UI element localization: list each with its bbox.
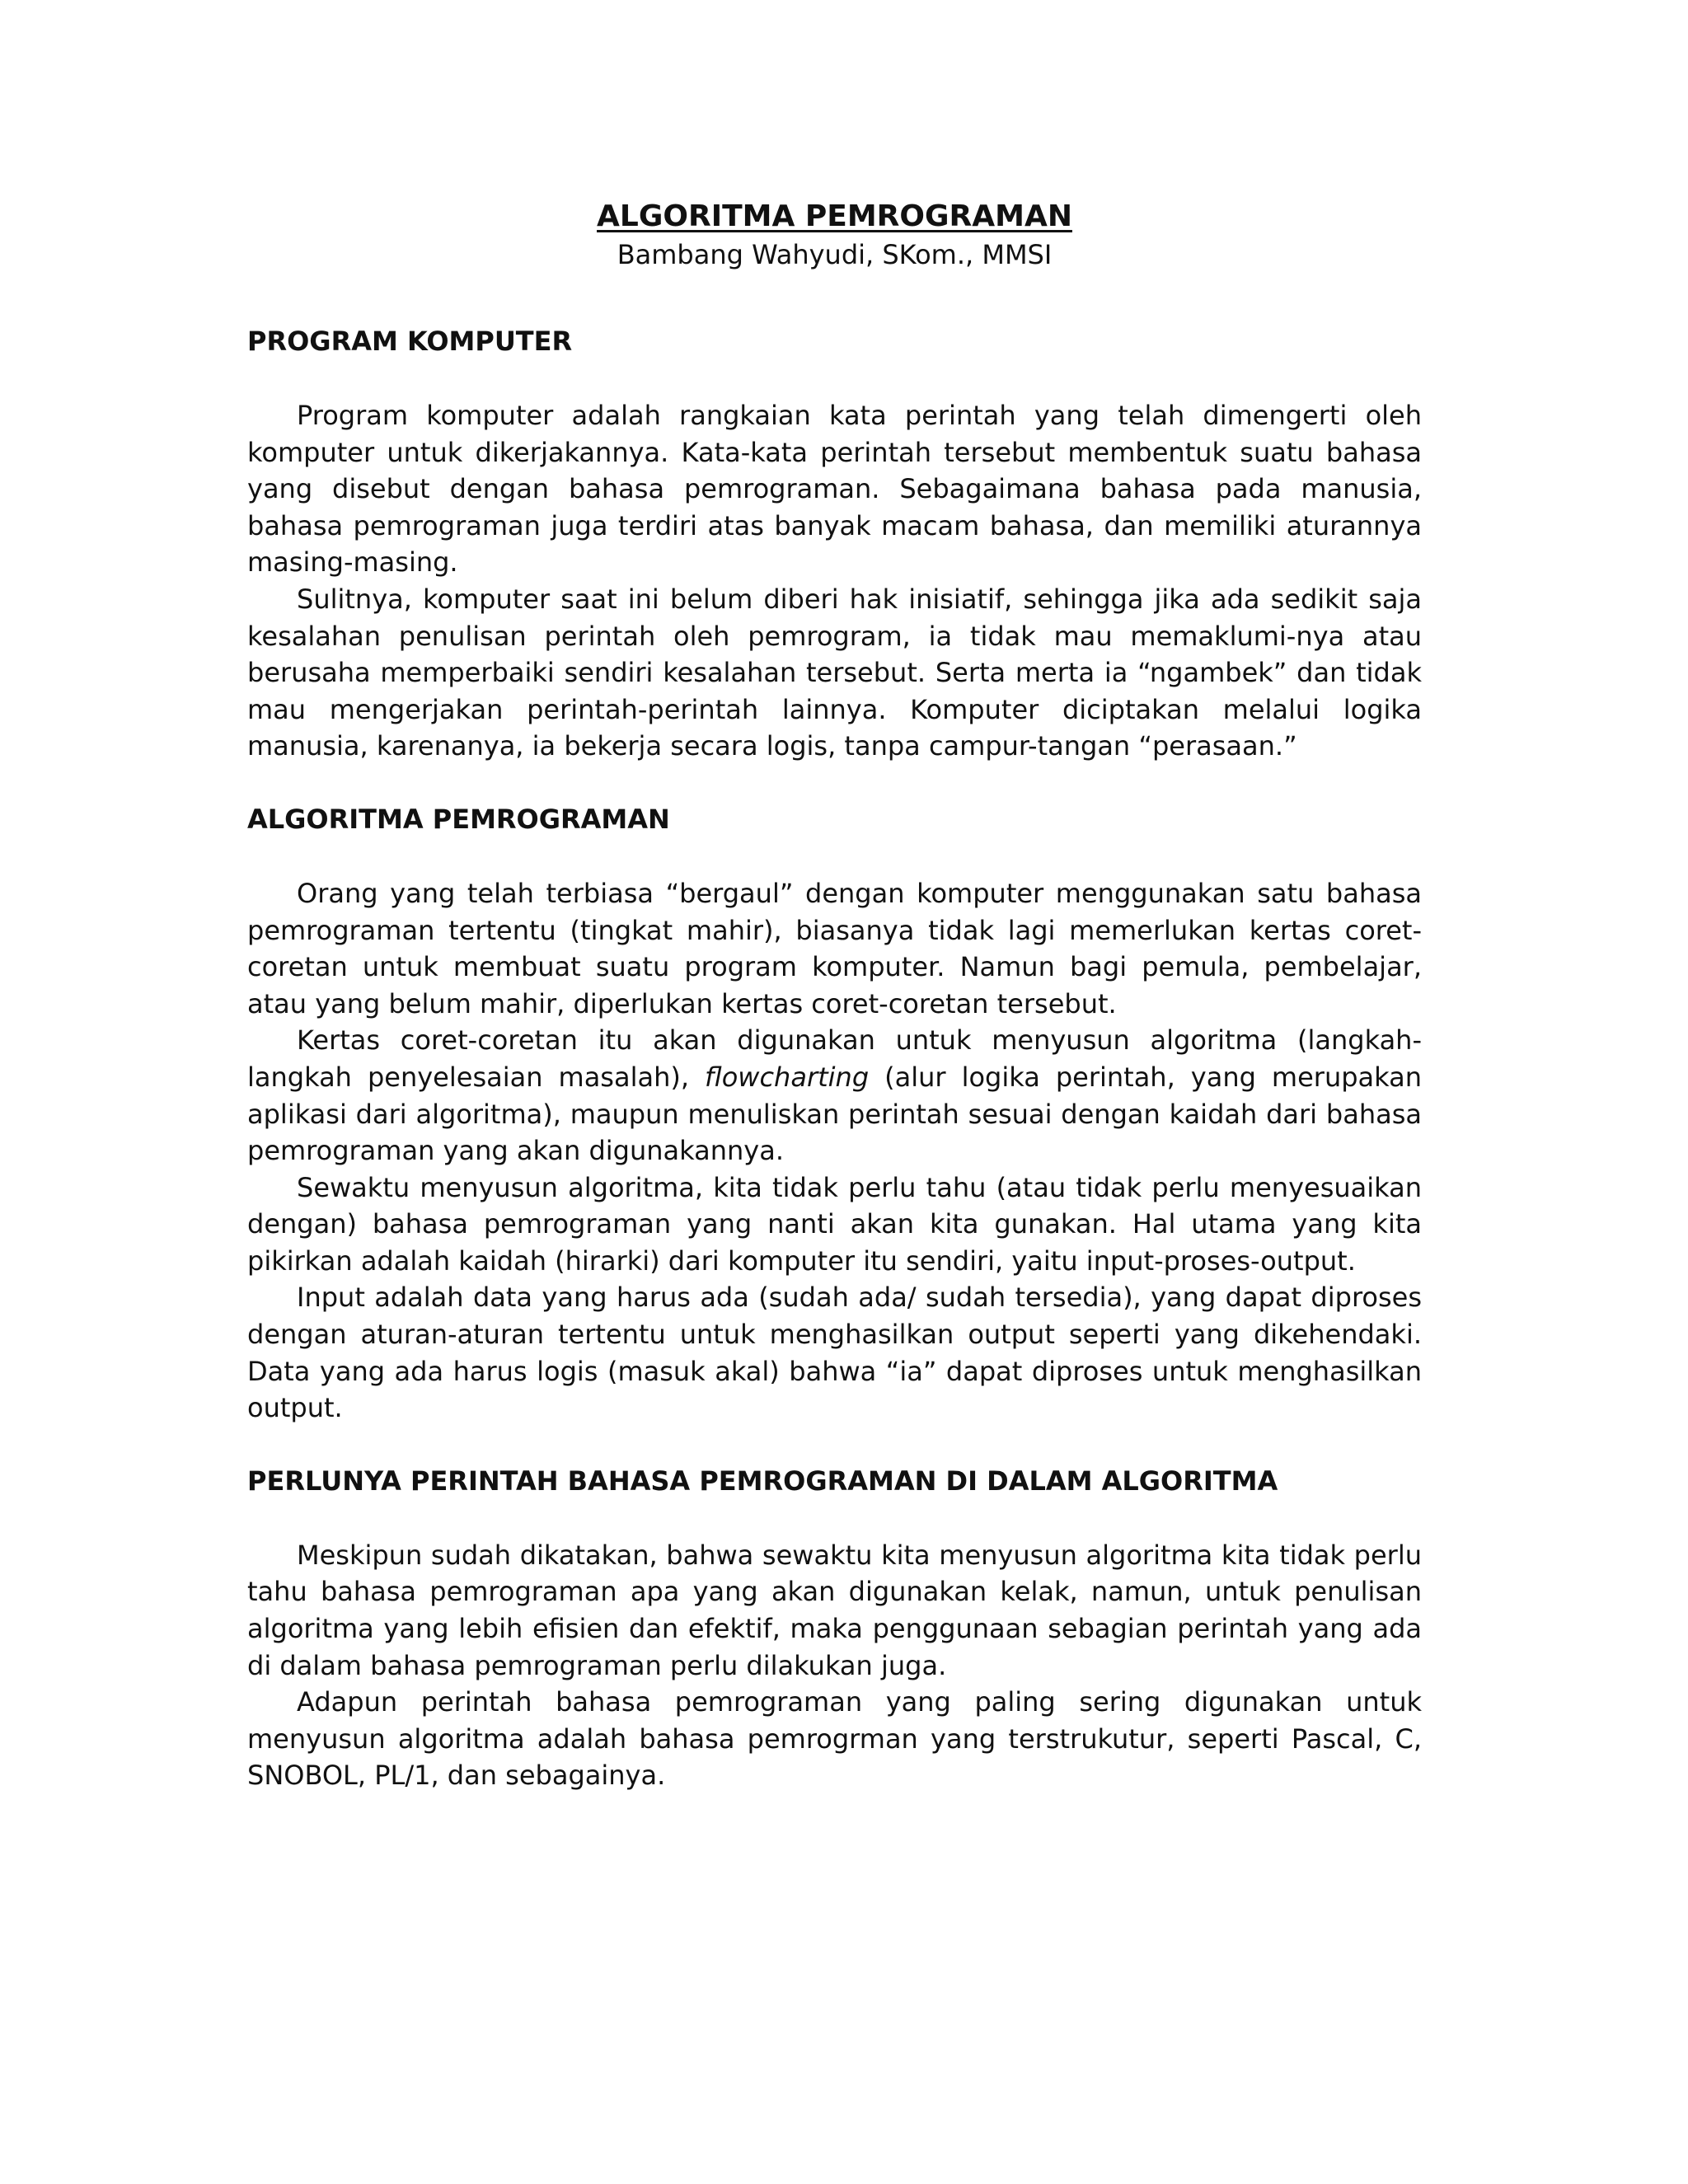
paragraph: Input adalah data yang harus ada (sudah ada/ sudah tersedia), yang dapat diproses dengan aturan-aturan tertentu untuk menghasilkan output seperti yang dikehendaki. Data yang ada harus logis (masuk akal) bahwa “ia” dapat diproses untuk menghasilkan output. [247, 1282, 1422, 1424]
paragraph: Sewaktu menyusun algoritma, kita tidak perlu tahu (atau tidak perlu menyesuaikan dengan) bahasa pemrograman yang nanti akan kita gunakan. Hal utama yang kita pikirkan adalah kaidah (hirarki) dari komputer itu sendiri, yaitu input-proses-output. [247, 1171, 1422, 1277]
paragraph-text: Kertas coret-coretan itu akan digunakan untuk menyusun algoritma (langkah-langkah penyelesaian masalah), [247, 1024, 1422, 1093]
section-heading: PROGRAM KOMPUTER [247, 326, 573, 357]
document-title: ALGORITMA PEMROGRAMAN [597, 199, 1072, 233]
section-perlunya-perintah [247, 1463, 1422, 1794]
emphasis-flowcharting: flowcharting [705, 1061, 870, 1093]
paragraph [247, 1022, 1422, 1169]
paragraph: Orang yang telah terbiasa “bergaul” dengan komputer menggunakan satu bahasa pemrograman tertentu (tingkat mahir), biasanya tidak lagi memerlukan kertas coret-coretan untuk membuat suatu program komputer. Namun bagi pemula, pembelajar, atau yang belum mahir, diperlukan kertas coret-coretan tersebut. [247, 877, 1422, 1019]
paragraph: Adapun perintah bahasa pemrograman yang paling sering digunakan untuk menyusun algoritma adalah bahasa pemrogrman yang terstrukutur, seperti Pascal, C, SNOBOL, PL/1, dan sebagainya. [247, 1686, 1422, 1792]
paragraph: Sulitnya, komputer saat ini belum diberi hak inisiatif, sehingga jika ada sedikit saja kesalahan penulisan perintah oleh pemrogram, ia tidak mau memaklumi-nya atau berusaha memperbaiki sendiri kesalahan tersebut. Serta merta ia “ngambek” dan tidak mau mengerjakan perintah-perintah lainnya. Komputer diciptakan melalui logika manusia, karenanya, ia bekerja secara logis, tanpa campur-tangan “perasaan.” [247, 583, 1422, 762]
document-content [247, 198, 1422, 1830]
section-program-komputer [247, 323, 1422, 765]
paragraph-text: (alur logika perintah, yang merupakan aplikasi dari algoritma), maupun menuliskan perintah sesuai dengan kaidah dari bahasa pemrograman yang akan digunakannya. [247, 1061, 1423, 1167]
paragraph: Meskipun sudah dikatakan, bahwa sewaktu kita menyusun algoritma kita tidak perlu tahu bahasa pemrograman apa yang akan digunakan kelak, namun, untuk penulisan algoritma yang lebih efisien dan efektif, maka penggunaan sebagian perintah yang ada di dalam bahasa pemrograman perlu dilakukan juga. [247, 1539, 1422, 1681]
section-algoritma-pemrograman [247, 801, 1422, 1427]
section-heading: ALGORITMA PEMROGRAMAN [247, 803, 670, 835]
paragraph: Program komputer adalah rangkaian kata perintah yang telah dimengerti oleh komputer untuk dikerjakannya. Kata-kata perintah tersebut membentuk suatu bahasa yang disebut dengan bahasa pemrograman. Sebagaimana bahasa pada manusia, bahasa pemrograman juga terdiri atas banyak macam bahasa, dan memiliki aturannya masing-masing. [247, 400, 1422, 579]
section-heading: PERLUNYA PERINTAH BAHASA PEMROGRAMAN DI DALAM ALGORITMA [247, 1465, 1278, 1497]
document-author: Bambang Wahyudi, SKom., MMSI [617, 239, 1053, 270]
